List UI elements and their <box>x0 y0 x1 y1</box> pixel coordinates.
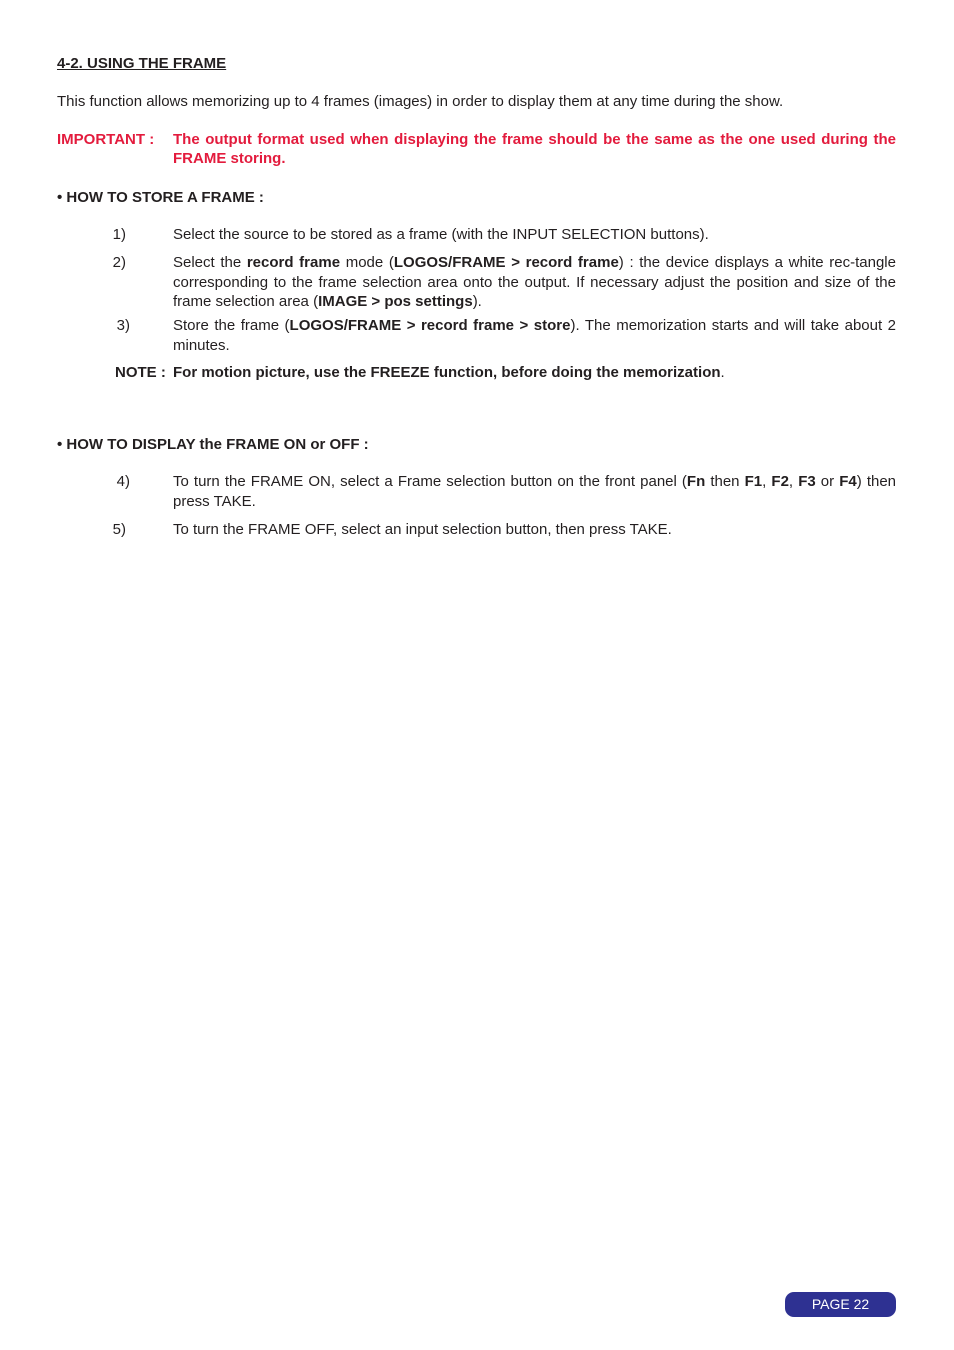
step-number-1: 1) <box>112 226 126 243</box>
step-number-3: 3) <box>116 317 130 334</box>
important-text: The output format used when displaying the frame should be the same as the one used during the FRAME storing. <box>173 131 896 167</box>
note-label: NOTE : <box>115 364 166 381</box>
section-heading: 4-2. USING THE FRAME <box>57 55 227 72</box>
step-number-2: 2) <box>112 254 126 271</box>
step-text-1: Select the source to be stored as a frame (with the INPUT SELECTION buttons). <box>173 226 709 243</box>
step-text-4: To turn the FRAME ON, select a Frame selection button on the front panel (Fn then F1, F2, F3 or F4) then press TAKE. <box>173 473 897 510</box>
intro-paragraph: This function allows memorizing up to 4 frames (images) in order to display them at any time during the show. <box>57 93 784 110</box>
note-text: For motion picture, use the FREEZE function, before doing the memorization. <box>173 364 725 381</box>
step-number-4: 4) <box>116 473 130 490</box>
step-number-5: 5) <box>112 521 126 538</box>
page-number-badge: PAGE 22 <box>785 1292 896 1317</box>
step-text-3: Store the frame (LOGOS/FRAME > record frame > store). The memorization starts and will take about 2 minutes. <box>173 317 896 354</box>
step-text-2: Select the record frame mode (LOGOS/FRAME > record frame) : the device displays a white rec-tangle corresponding to the frame selection area onto the output. If necessary adjust the position and size of the frame selection area (IMAGE > pos settings). <box>173 254 896 310</box>
display-heading: • HOW TO DISPLAY the FRAME ON or OFF : <box>57 436 369 453</box>
step-text-5: To turn the FRAME OFF, select an input selection button, then press TAKE. <box>173 521 672 538</box>
store-heading: • HOW TO STORE A FRAME : <box>57 189 264 206</box>
important-label: IMPORTANT : <box>57 131 155 148</box>
